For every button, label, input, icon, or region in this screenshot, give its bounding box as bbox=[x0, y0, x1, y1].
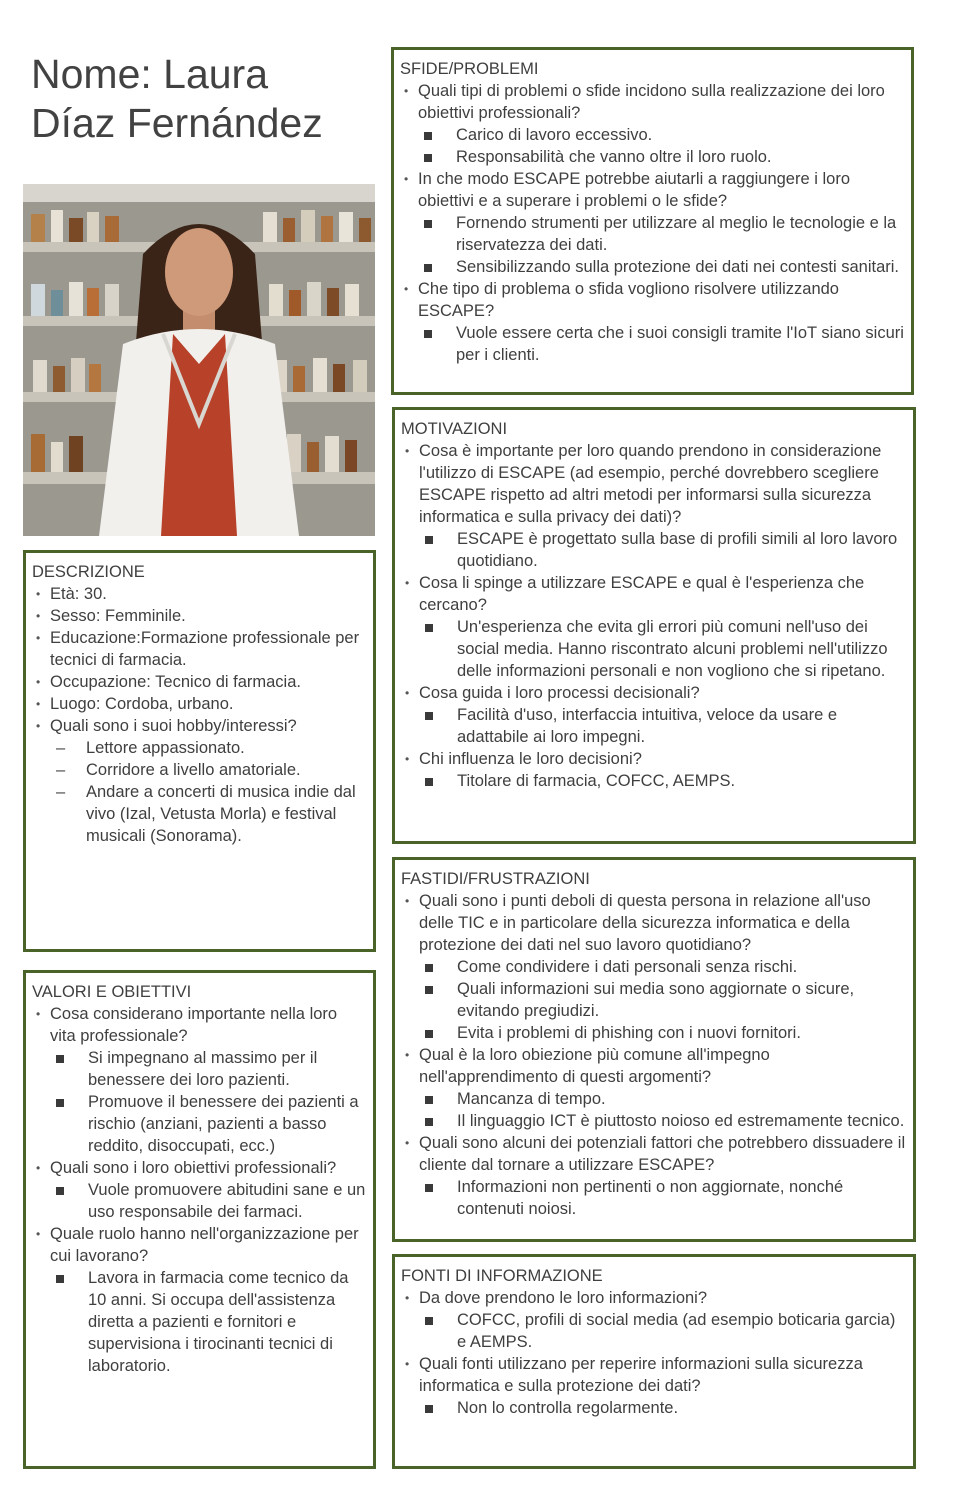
question-text: Quale ruolo hanno nell'organizzazione per cui lavorano? bbox=[50, 1225, 359, 1265]
valori-heading: VALORI E OBIETTIVI bbox=[32, 983, 192, 1001]
answer-item: Quali informazioni sui media sono aggiornate o sicure, evitando pregiudizi. bbox=[401, 978, 907, 1022]
descrizione-item-location: • Luogo: Cordoba, urbano. bbox=[32, 693, 367, 715]
answer-item: Titolare di farmacia, COFCC, AEMPS. bbox=[401, 770, 907, 792]
answer-list bbox=[50, 1179, 367, 1223]
answer-item: Responsabilità che vanno oltre il loro ruolo. bbox=[400, 146, 905, 168]
question-text: Qual è la loro obiezione più comune all'impegno nell'apprendimento di questi argomenti? bbox=[419, 1046, 770, 1086]
motivazioni-list bbox=[401, 440, 907, 792]
question-text: In che modo ESCAPE potrebbe aiutarli a raggiungere i loro obiettivi e a superare i problemi o le sfide? bbox=[418, 170, 851, 210]
answer-item: Il linguaggio ICT è piuttosto noioso ed estremamente tecnico. bbox=[401, 1110, 907, 1132]
answer-item: Lavora in farmacia come tecnico da 10 anni. Si occupa dell'assistenza diretta a pazienti e fornitori e supervisiona i tirocinanti tecnici di laboratorio. bbox=[32, 1267, 367, 1377]
persona-name bbox=[31, 50, 371, 148]
fonti-question bbox=[401, 1287, 907, 1353]
answer-list bbox=[419, 770, 907, 792]
persona-name-line2: Díaz Fernández bbox=[31, 100, 323, 146]
valori-question bbox=[32, 1223, 367, 1377]
answer-item: Carico di lavoro eccessivo. bbox=[400, 124, 905, 146]
answer-item: Fornendo strumenti per utilizzare al meglio le tecnologie e la riservatezza dei dati. bbox=[400, 212, 905, 256]
question-text: Da dove prendono le loro informazioni? bbox=[419, 1289, 708, 1307]
motivazioni-question bbox=[401, 440, 907, 572]
answer-list bbox=[50, 1047, 367, 1157]
hobbies-question: Quali sono i suoi hobby/interessi? bbox=[50, 717, 297, 735]
answer-list bbox=[418, 124, 905, 168]
valori-list bbox=[32, 1003, 367, 1377]
answer-item: Non lo controlla regolarmente. bbox=[401, 1397, 907, 1419]
valori-section bbox=[23, 970, 376, 1469]
answer-list bbox=[419, 956, 907, 1044]
question-text: Cosa considerano importante nella loro vita professionale? bbox=[50, 1005, 338, 1045]
question-text: Cosa è importante per loro quando prendono in considerazione l'utilizzo di ESCAPE (ad esempio, perché dovrebbero scegliere ESCAPE rispetto ad altri metodi per informarsi sulla sicurezza informatica e sulla privacy dei dati)? bbox=[419, 442, 882, 526]
answer-list bbox=[419, 616, 907, 682]
question-text: Chi influenza le loro decisioni? bbox=[419, 750, 642, 768]
descrizione-list bbox=[32, 583, 367, 847]
fonti-section bbox=[392, 1254, 916, 1469]
answer-item: Promuove il benessere dei pazienti a rischio (anziani, pazienti a basso reddito, disoccupati, ecc.) bbox=[32, 1091, 367, 1157]
answer-item: Facilità d'uso, interfaccia intuitiva, veloce da usare e adattabile ai loro impegni. bbox=[401, 704, 907, 748]
descrizione-section bbox=[23, 550, 376, 952]
fonti-question bbox=[401, 1353, 907, 1419]
fastidi-list bbox=[401, 890, 907, 1220]
answer-list bbox=[50, 1267, 367, 1377]
answer-list bbox=[419, 1309, 907, 1353]
descrizione-heading: DESCRIZIONE bbox=[32, 563, 145, 581]
fonti-heading: FONTI DI INFORMAZIONE bbox=[401, 1267, 603, 1285]
valori-question bbox=[32, 1003, 367, 1157]
question-text: Quali sono alcuni dei potenziali fattori che potrebbero dissuadere il cliente dal tornare a utilizzare ESCAPE? bbox=[419, 1134, 906, 1174]
question-text: Quali tipi di problemi o sfide incidono sulla realizzazione dei loro obiettivi professionali? bbox=[418, 82, 885, 122]
question-text: Quali fonti utilizzano per reperire informazioni sulla sicurezza informatica e sulla protezione dei dati? bbox=[419, 1355, 863, 1395]
motivazioni-question bbox=[401, 572, 907, 682]
sfide-section bbox=[391, 47, 914, 395]
descrizione-item-occupation: • Occupazione: Tecnico di farmacia. bbox=[32, 671, 367, 693]
answer-item: Un'esperienza che evita gli errori più comuni nell'uso dei social media. Hanno riscontrato alcuni problemi nell'utilizzo delle informazioni personali e non vogliono che si ripetano. bbox=[401, 616, 907, 682]
answer-item: Si impegnano al massimo per il benessere dei loro pazienti. bbox=[32, 1047, 367, 1091]
answer-item: Mancanza di tempo. bbox=[401, 1088, 907, 1110]
fonti-list bbox=[401, 1287, 907, 1419]
descrizione-item-sex: • Sesso: Femminile. bbox=[32, 605, 367, 627]
motivazioni-question bbox=[401, 682, 907, 748]
fastidi-question bbox=[401, 890, 907, 1044]
descrizione-item-hobbies bbox=[32, 715, 367, 847]
answer-list bbox=[418, 212, 905, 278]
sfide-list bbox=[400, 80, 905, 366]
motivazioni-heading: MOTIVAZIONI bbox=[401, 420, 508, 438]
answer-item: Sensibilizzando sulla protezione dei dati nei contesti sanitari. bbox=[400, 256, 905, 278]
persona-name-line1: Nome: Laura bbox=[31, 51, 269, 97]
fastidi-heading: FASTIDI/FRUSTRAZIONI bbox=[401, 870, 590, 888]
hobby-item: – Andare a concerti di musica indie dal vivo (Izal, Vetusta Morla) e festival musicali (Sonorama). bbox=[32, 781, 367, 847]
answer-item: COFCC, profili di social media (ad esempio boticaria garcia) e AEMPS. bbox=[401, 1309, 907, 1353]
answer-list bbox=[419, 704, 907, 748]
hobby-item: – Corridore a livello amatoriale. bbox=[32, 759, 367, 781]
hobby-item: – Lettore appassionato. bbox=[32, 737, 367, 759]
answer-list bbox=[418, 322, 905, 366]
answer-item: Evita i problemi di phishing con i nuovi fornitori. bbox=[401, 1022, 907, 1044]
valori-question bbox=[32, 1157, 367, 1223]
fastidi-section bbox=[392, 857, 916, 1242]
sfide-question bbox=[400, 278, 905, 366]
sfide-question bbox=[400, 80, 905, 168]
question-text: Che tipo di problema o sfida vogliono risolvere utilizzando ESCAPE? bbox=[418, 280, 839, 320]
descrizione-item-education: • Educazione:Formazione professionale per tecnici di farmacia. bbox=[32, 627, 367, 671]
sfide-question bbox=[400, 168, 905, 278]
answer-list bbox=[419, 1397, 907, 1419]
hobbies-list bbox=[50, 737, 367, 847]
answer-list bbox=[419, 1088, 907, 1132]
motivazioni-section bbox=[392, 407, 916, 844]
motivazioni-question bbox=[401, 748, 907, 792]
answer-list bbox=[419, 1176, 907, 1220]
fastidi-question bbox=[401, 1044, 907, 1132]
answer-item: ESCAPE è progettato sulla base di profili simili al loro lavoro quotidiano. bbox=[401, 528, 907, 572]
fastidi-question bbox=[401, 1132, 907, 1220]
answer-item: Vuole promuovere abitudini sane e un uso responsabile dei farmaci. bbox=[32, 1179, 367, 1223]
sfide-heading: SFIDE/PROBLEMI bbox=[400, 60, 539, 78]
descrizione-item-age: • Età: 30. bbox=[32, 583, 367, 605]
question-text: Cosa guida i loro processi decisionali? bbox=[419, 684, 700, 702]
answer-list bbox=[419, 528, 907, 572]
answer-item: Come condividere i dati personali senza rischi. bbox=[401, 956, 907, 978]
persona-photo bbox=[23, 184, 375, 536]
answer-item: Vuole essere certa che i suoi consigli tramite l'IoT siano sicuri per i clienti. bbox=[400, 322, 905, 366]
question-text: Cosa li spinge a utilizzare ESCAPE e qual è l'esperienza che cercano? bbox=[419, 574, 865, 614]
question-text: Quali sono i punti deboli di questa persona in relazione all'uso delle TIC e in particolare della sicurezza informatica e della protezione dei dati nel suo lavoro quotidiano? bbox=[419, 892, 871, 954]
answer-item: Informazioni non pertinenti o non aggiornate, nonché contenuti noiosi. bbox=[401, 1176, 907, 1220]
question-text: Quali sono i loro obiettivi professionali? bbox=[50, 1159, 337, 1177]
